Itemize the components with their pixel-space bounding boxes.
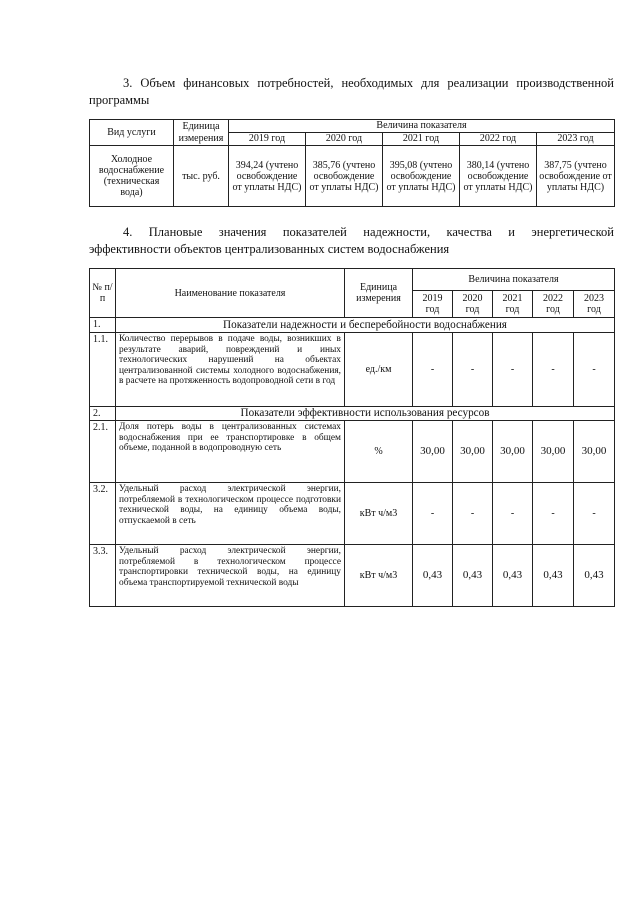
- row-num: 3.3.: [90, 545, 116, 607]
- value-cell: 395,08 (учтено освобождение от уплаты НДС): [383, 146, 460, 207]
- indicator-value: -: [413, 333, 453, 407]
- row-num: 1.1.: [90, 333, 116, 407]
- unit-cell: тыс. руб.: [174, 146, 229, 207]
- header-year: 2023 год: [574, 291, 615, 318]
- indicator-value: -: [413, 483, 453, 545]
- indicator-value: -: [493, 333, 533, 407]
- indicator-value: 0,43: [493, 545, 533, 607]
- header-service: Вид услуги: [90, 120, 174, 146]
- header-year: 2019 год: [229, 133, 306, 146]
- section-4-heading-line1: 4. Плановые значения показателей надежности, качества и энергетической: [123, 225, 614, 239]
- value-cell: 387,75 (учтено освобождение от уплаты НДС): [537, 146, 615, 207]
- section-title: Показатели эффективности использования ресурсов: [116, 407, 615, 421]
- header-num: № п/п: [90, 269, 116, 318]
- header-year: 2022 год: [533, 291, 574, 318]
- section-num: 1.: [90, 318, 116, 333]
- row-num: 3.2.: [90, 483, 116, 545]
- header-year: 2022 год: [460, 133, 537, 146]
- indicator-value: 30,00: [574, 421, 615, 483]
- header-name: Наименование показателя: [116, 269, 345, 318]
- service-cell: Холодное водоснабжение (техническая вода): [90, 146, 174, 207]
- header-year: 2021 год: [493, 291, 533, 318]
- indicator-value: 0,43: [533, 545, 574, 607]
- value-cell: 394,24 (учтено освобождение от уплаты НДС): [229, 146, 306, 207]
- header-year: 2019 год: [413, 291, 453, 318]
- indicator-value: -: [453, 483, 493, 545]
- header-unit: Единица измерения: [345, 269, 413, 318]
- header-value-group: Величина показателя: [229, 120, 615, 133]
- header-year: 2020 год: [453, 291, 493, 318]
- indicator-value: 30,00: [453, 421, 493, 483]
- header-year: 2020 год: [306, 133, 383, 146]
- indicator-value: -: [493, 483, 533, 545]
- indicator-unit: кВт ч/м3: [345, 545, 413, 607]
- indicator-value: 30,00: [533, 421, 574, 483]
- header-value-group: Величина показателя: [413, 269, 615, 291]
- value-cell: 385,76 (учтено освобождение от уплаты НДС): [306, 146, 383, 207]
- header-year: 2021 год: [383, 133, 460, 146]
- indicator-name: Удельный расход электрической энергии, потребляемой в технологическом процессе транспортировки технической воды, на единицу объема транспортируемой технической воды: [116, 545, 345, 607]
- section-4-heading: [89, 224, 614, 258]
- indicator-value: -: [574, 483, 615, 545]
- indicator-value: 30,00: [413, 421, 453, 483]
- section-title: Показатели надежности и бесперебойности водоснабжения: [116, 318, 615, 333]
- indicator-name: Доля потерь воды в централизованных системах водоснабжения при ее транспортировке в общем объеме, поданной в водопроводную сеть: [116, 421, 345, 483]
- indicator-unit: ед./км: [345, 333, 413, 407]
- indicator-value: 0,43: [574, 545, 615, 607]
- indicator-value: -: [533, 483, 574, 545]
- section-4-heading-line2: эффективности объектов централизованных систем водоснабжения: [89, 242, 450, 256]
- indicator-unit: %: [345, 421, 413, 483]
- indicator-value: 30,00: [493, 421, 533, 483]
- indicator-unit: кВт ч/м3: [345, 483, 413, 545]
- financial-needs-table: [89, 119, 615, 207]
- section-3-heading: [89, 75, 614, 109]
- header-year: 2023 год: [537, 133, 615, 146]
- indicator-value: -: [453, 333, 493, 407]
- indicators-table: [89, 268, 615, 607]
- indicator-name: Количество перерывов в подаче воды, возникших в результате аварий, повреждений и иных технологических нарушений на объектах централизованной системы холодного водоснабжения, в расчете на протяженность водопроводной сети в год: [116, 333, 345, 407]
- indicator-value: -: [574, 333, 615, 407]
- indicator-value: 0,43: [413, 545, 453, 607]
- section-num: 2.: [90, 407, 116, 421]
- section-3-heading-line1: 3. Объем финансовых потребностей, необходимых для реализации производственной: [123, 76, 614, 90]
- indicator-value: 0,43: [453, 545, 493, 607]
- header-unit: Единица измерения: [174, 120, 229, 146]
- indicator-name: Удельный расход электрической энергии, потребляемой в технологическом процессе подготовки технической воды, на единицу объема воды, отпускаемой в сеть: [116, 483, 345, 545]
- value-cell: 380,14 (учтено освобождение от уплаты НДС): [460, 146, 537, 207]
- row-num: 2.1.: [90, 421, 116, 483]
- indicator-value: -: [533, 333, 574, 407]
- section-3-heading-line2: программы: [89, 93, 150, 107]
